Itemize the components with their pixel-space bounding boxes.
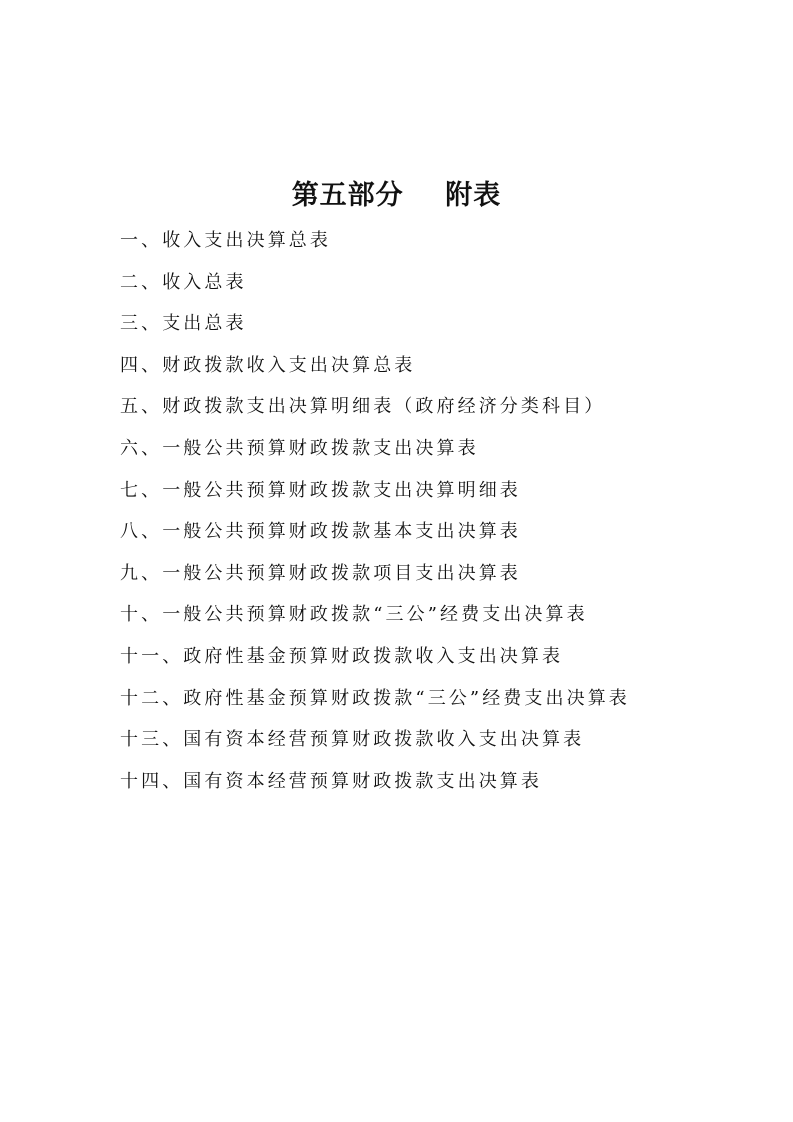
appendix-item: 十二、政府性基金预算财政拨款“三公”经费支出决算表 [120,687,630,709]
appendix-list [120,226,720,808]
appendix-item: 十、一般公共预算财政拨款“三公”经费支出决算表 [120,604,588,626]
appendix-item: 十四、国有资本经营预算财政拨款支出决算表 [120,770,542,792]
appendix-item: 一、收入支出决算总表 [120,230,331,251]
appendix-item: 十三、国有资本经营预算财政拨款收入支出决算表 [120,729,585,751]
appendix-item: 七、一般公共预算财政拨款支出决算明细表 [120,479,521,501]
page-title: 第五部分 附表 [291,180,502,211]
appendix-item: 四、财政拨款收入支出决算总表 [120,354,416,376]
appendix-item: 八、一般公共预算财政拨款基本支出决算表 [120,521,521,543]
appendix-item: 十一、政府性基金预算财政拨款收入支出决算表 [120,645,564,667]
appendix-item: 二、收入总表 [120,271,247,293]
appendix-item: 五、财政拨款支出决算明细表（政府经济分类科目） [120,396,606,418]
appendix-item: 三、支出总表 [120,313,247,335]
appendix-item: 六、一般公共预算财政拨款支出决算表 [120,437,479,459]
appendix-item: 九、一般公共预算财政拨款项目支出决算表 [120,562,521,584]
